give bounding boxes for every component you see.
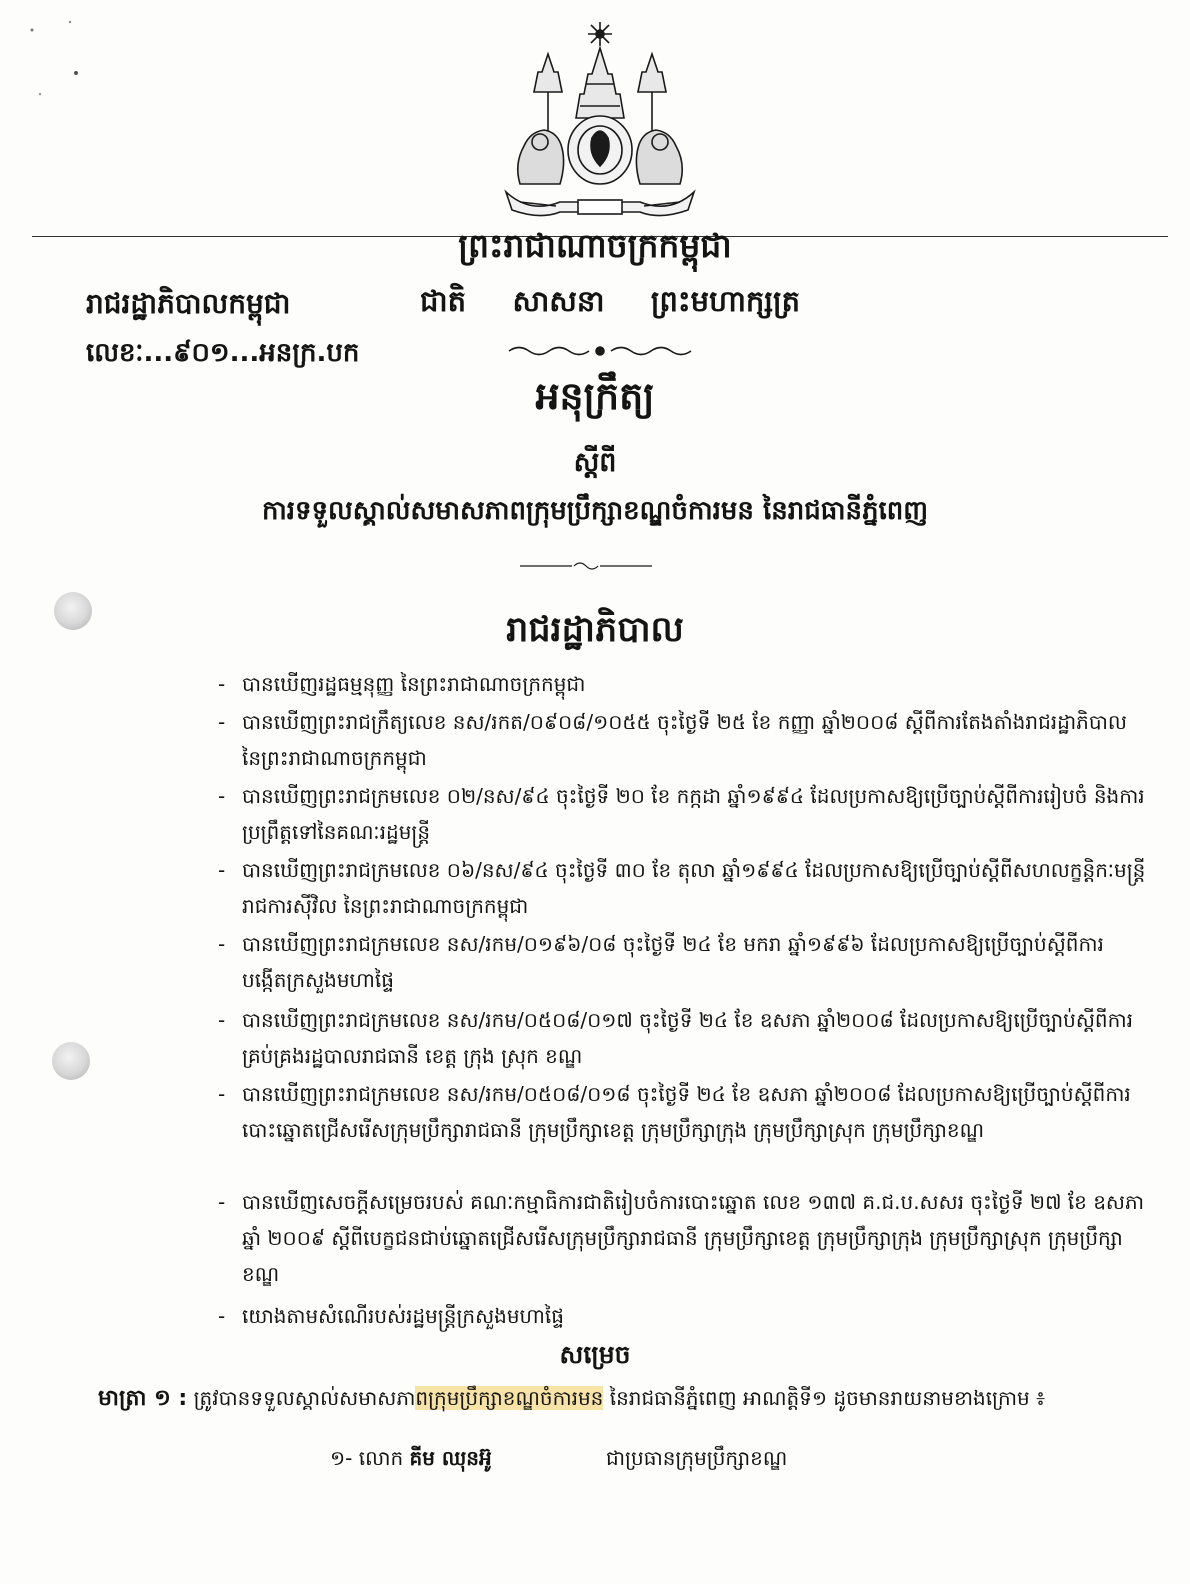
article-1-label: មាត្រា ១ : [98,1386,188,1411]
subject-divider-ornament [520,560,652,572]
member-number: ១- [330,1446,353,1470]
preamble-item: - បានឃើញព្រះរាជក្រមលេខ នស/រកម/០៥០៨/០១៧ ចុះថ្ងៃទី ២៤ ខែ ឧសភា ឆ្នាំ២០០៨ ដែលប្រកាសឱ្យប្រើច្បាប់ស្តីពីការគ្រប់គ្រងរដ្ឋបាលរាជធានី ខេត្ត ក្រុង ស្រុក ខណ្ឌ [218,1008,1133,1068]
member-role: ជាប្រធានក្រុមប្រឹក្សាខណ្ឌ [606,1446,788,1470]
article-1-highlight: ពក្រុមប្រឹក្សាខណ្ឌចំការមន [415,1386,604,1410]
motto-religion: សាសនា [512,284,605,318]
punch-hole-top [54,592,92,630]
preamble-item: - បានឃើញព្រះរាជក្រមលេខ នស/រកម/០៥០៨/០១៨ ចុះថ្ងៃទី ២៤ ខែ ឧសភា ឆ្នាំ២០០៨ ដែលប្រកាសឱ្យប្រើច្បាប់ស្តីពីការបោះឆ្នោតជ្រើសរើសក្រុមប្រឹក្សារាជធានី ក្រុមប្រឹក្សាខេត្ត ក្រុមប្រឹក្សាក្រុង ក្រុមប្រឹក្សាស្រុក ក្រុមប្រឹក្សាខណ្ឌ [218,1082,1131,1142]
preamble-item: - បានឃើញព្រះរាជក្រមលេខ ០២/នស/៩៤ ចុះថ្ងៃទី ២០ ខែ កក្កដា ឆ្នាំ១៩៩៤ ដែលប្រកាសឱ្យប្រើច្បាប់ស្តីពីការរៀបចំ និងការប្រព្រឹត្តទៅនៃគណៈរដ្ឋមន្ត្រី [218,784,1145,844]
motto-king: ព្រះមហាក្សត្រ [650,284,800,318]
member-row [330,1440,890,1476]
motto-nation: ជាតិ [420,284,467,318]
article-1 [98,1380,1158,1417]
government-name: រាជរដ្ឋាភិបាលកម្ពុជា [86,287,291,320]
royal-coat-of-arms-emblem [500,14,700,220]
article-1-text-end: នៃរាជធានីភ្នំពេញ អាណត្តិទី១ ដូចមានរាយនាមខាងក្រោម ៖ [603,1386,1045,1410]
national-motto [420,284,800,326]
document-subject: ការទទួលស្គាល់សមាសភាពក្រុមប្រឹក្សាខណ្ឌចំការមន នៃរាជធានីភ្នំពេញ [261,496,929,526]
reference-number: លេខៈ...៩០១...អនក្រ.បក [86,338,360,368]
preamble-item: - បានឃើញព្រះរាជក្រឹត្យលេខ នស/រកត/០៩០៨/១០៥៥ ចុះថ្ងៃទី ២៥ ខែ កញ្ញា ឆ្នាំ២០០៨ ស្តីពីការតែងតាំងរាជរដ្ឋាភិបាល នៃព្រះរាជាណាចក្រកម្ពុជា [218,710,1127,770]
preamble-item: - បានឃើញព្រះរាជក្រមលេខ ០៦/នស/៩៤ ចុះថ្ងៃទី ៣០ ខែ តុលា ឆ្នាំ១៩៩៤ ដែលប្រកាសឱ្យប្រើច្បាប់ស្តីពីសហលក្ខន្តិកៈមន្ត្រីរាជការស៊ីវិល នៃព្រះរាជាណាចក្រកម្ពុជា [218,858,1146,918]
preamble-item: - យោងតាមសំណើរបស់រដ្ឋមន្ត្រីក្រសួងមហាផ្ទៃ [218,1304,564,1328]
motto-ornament [505,342,695,360]
punch-hole-bottom [52,1042,90,1080]
member-title: លោក [358,1446,404,1470]
preamble-item: - បានឃើញរដ្ឋធម្មនុញ្ញ នៃព្រះរាជាណាចក្រកម្ពុជា [218,672,586,696]
article-1-text: ត្រូវបានទទួលស្គាល់សមាសភា [193,1386,416,1410]
issuer-heading: រាជរដ្ឋាភិបាល [506,610,684,650]
scan-specks [20,18,90,98]
kingdom-name: ព្រះរាជាណាចក្រកម្ពុជា [458,226,732,265]
preamble-item: - បានឃើញសេចក្តីសម្រេចរបស់ គណៈកម្មាធិការជាតិរៀបចំការបោះឆ្នោត លេខ ១៣៧ គ.ជ.ប.សសរ ចុះថ្ងៃទី ២៧ ខែ ឧសភា ឆ្នាំ ២០០៩ ស្តីពីបេក្ខជនជាប់ឆ្នោតជ្រើសរើសក្រុមប្រឹក្សារាជធានី ក្រុមប្រឹក្សាខេត្ត ក្រុមប្រឹក្សាក្រុង ក្រុមប្រឹក្សាស្រុក ក្រុមប្រឹក្សាខណ្ឌ [218,1190,1145,1286]
on-label: ស្តីពី [573,447,617,478]
preamble-item: - បានឃើញព្រះរាជក្រមលេខ នស/រកម/០១៩៦/០៨ ចុះថ្ងៃទី ២៤ ខែ មករា ឆ្នាំ១៩៩៦ ដែលប្រកាសឱ្យប្រើច្បាប់ស្តីពីការបង្កើតក្រសួងមហាផ្ទៃ [218,932,1104,992]
member-name: គីម ឈុនអ៊ូ [409,1446,492,1470]
document-type-title: អនុក្រឹត្យ [535,374,655,418]
decision-heading: សម្រេច [559,1340,631,1369]
